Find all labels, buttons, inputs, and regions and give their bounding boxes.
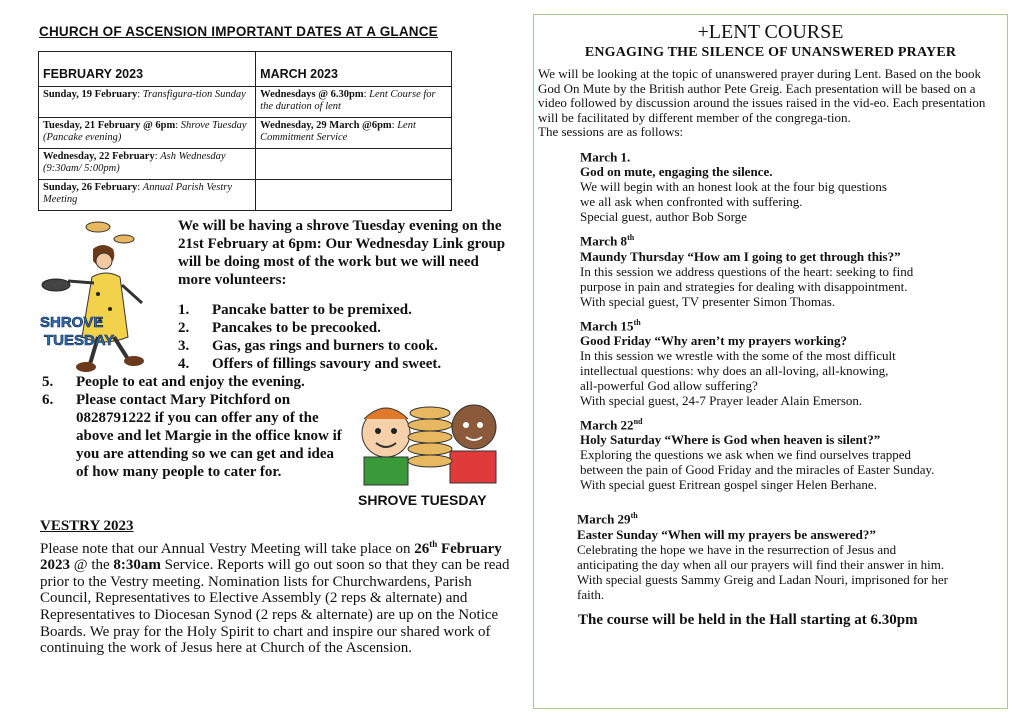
session-line: intellectual questions: why does an all-loving, all-knowing, xyxy=(580,362,889,378)
dates-row xyxy=(39,180,452,211)
list-item: 5. People to eat and enjoy the evening. xyxy=(42,374,305,390)
dates-cell: Tuesday, 21 February @ 6pm: Shrove Tuesday (Pancake evening) xyxy=(39,118,256,149)
list-item: 4. Offers of fillings savoury and sweet. xyxy=(178,356,442,372)
dates-title: CHURCH OF ASCENSION IMPORTANT DATES AT A GLANCE xyxy=(39,24,438,39)
vestry-text: Please note that our Annual Vestry Meeting will take place on 26th February 2023 @ the 8:30am Service. Reports will go out soon so that they can be read prior to the Vestry meeting. Nomination lists for Churchwardens, Parish Council, Representatives to Elective Assembly (2 reps & alternate) and Representatives to Diocesan Synod (2 reps & alternate) are up on the Notice Boards. We pray for the Holy Spirit to chart and inspire our shared work of continuing the work of Jesus here at Church of the Ascension. xyxy=(40,538,510,657)
session-line: Exploring the questions we ask when we find ourselves trapped xyxy=(580,447,912,463)
session-line: anticipating the day when all our prayers will find their answer in him. xyxy=(577,556,945,572)
march-header: MARCH 2023 xyxy=(256,52,452,87)
session-line: With special guest, TV presenter Simon Thomas. xyxy=(580,293,836,309)
dates-cell: Wednesday, 22 February: Ash Wednesday (9:30am/ 5:00pm) xyxy=(39,149,256,180)
dates-cell: Sunday, 26 February: Annual Parish Vestry Meeting xyxy=(39,180,256,211)
session-item xyxy=(580,230,990,308)
session-item xyxy=(580,315,990,408)
vestry-heading: VESTRY 2023 xyxy=(40,518,134,534)
session-line: all-powerful God allow suffering? xyxy=(580,377,758,393)
lent-course-panel xyxy=(533,14,1008,709)
sessions-list xyxy=(577,146,990,602)
session-date: March 22nd xyxy=(580,416,643,433)
session-line: With special guest, 24-7 Prayer leader Alain Emerson. xyxy=(580,392,863,408)
course-closing-note: The course will be held in the Hall starting at 6.30pm xyxy=(578,611,918,628)
volunteer-list-continued xyxy=(42,373,342,481)
session-topic: Maundy Thursday “How am I going to get through this?” xyxy=(580,248,901,264)
session-line: We will begin with an honest look at the four big questions xyxy=(580,179,887,195)
list-item: 2. Pancakes to be precooked. xyxy=(178,320,381,336)
session-line: faith. xyxy=(577,586,605,602)
session-line: With special guest Eritrean gospel singer Helen Berhane. xyxy=(580,477,877,493)
list-item: 1. Pancake batter to be premixed. xyxy=(178,302,412,318)
lent-intro: We will be looking at the topic of unanswered prayer during Lent. Based on the book God On Mute by the British author Pete Greig. Each presentation will be based on a video followed by discussion around the issues raised in the vid-eo. Each presentation will be facilitated by different member of the congrega-tion. The sessions are as follows: xyxy=(538,66,986,140)
session-item xyxy=(577,508,990,601)
dates-row xyxy=(39,118,452,149)
session-line: With special guests Sammy Greig and Ladan Nouri, imprisoned for her xyxy=(577,571,948,587)
vestry-section xyxy=(40,518,520,657)
dates-row xyxy=(39,149,452,180)
session-topic: Good Friday “Why aren’t my prayers working? xyxy=(580,332,847,348)
left-page xyxy=(36,20,526,507)
dates-row xyxy=(39,87,452,118)
dates-cell: Sunday, 19 February: Transfigura-tion Sunday xyxy=(39,87,256,118)
session-date: March 29th xyxy=(577,511,638,527)
session-date: March 1. xyxy=(580,149,631,165)
february-header: FEBRUARY 2023 xyxy=(39,52,256,87)
session-line: between the pain of Good Friday and the miracles of Easter Sunday. xyxy=(580,462,935,478)
session-topic: God on mute, engaging the silence. xyxy=(580,164,773,180)
session-topic: Easter Sunday “When will my prayers be answered?” xyxy=(577,526,876,542)
lent-course-title: +LENT COURSE xyxy=(697,21,844,43)
shrove-tuesday-caption: SHROVE TUESDAY xyxy=(358,492,487,508)
lent-course-subtitle: ENGAGING THE SILENCE OF UNANSWERED PRAYER xyxy=(584,45,957,60)
list-item: 3. Gas, gas rings and burners to cook. xyxy=(178,338,438,354)
dates-cell xyxy=(256,149,452,180)
volunteer-list xyxy=(178,301,508,373)
session-line: we all ask when confronted with suffering. xyxy=(580,194,803,210)
session-line: Special guest, author Bob Sorge xyxy=(580,209,747,225)
shrove-intro: We will be having a shrove Tuesday evening on the 21st February at 6pm: Our Wednesday Link group will be doing most of the work but we will need more volunteers: xyxy=(178,218,506,288)
dates-cell: Wednesdays @ 6.30pm: Lent Course for the duration of lent xyxy=(256,87,452,118)
shrove-logo-word-1: SHROVE xyxy=(40,314,104,331)
shrove-tuesday-section xyxy=(36,217,526,507)
dates-table xyxy=(38,51,452,211)
session-line: In this session we wrestle with the some of the most difficult xyxy=(580,347,896,363)
shrove-logo-word-2: TUESDAY xyxy=(44,332,115,349)
pancake-flipping-woman-illustration xyxy=(38,219,180,375)
session-item xyxy=(580,146,990,224)
dates-cell xyxy=(256,180,452,211)
kids-with-pancakes-illustration xyxy=(350,393,510,511)
session-line: purpose in pain and strategies for dealing with disappointment. xyxy=(580,278,908,294)
dates-cell: Wednesday, 29 March @6pm: Lent Commitment Service xyxy=(256,118,452,149)
session-item xyxy=(580,414,990,492)
session-date: March 8th xyxy=(580,233,635,249)
session-line: Celebrating the hope we have in the resurrection of Jesus and xyxy=(577,541,897,557)
list-item: 6. Please contact Mary Pitchford on 0828791222 if you can offer any of the above and let Margie in the office know if you are attending so we can get and idea of how many people to cater for. xyxy=(42,392,342,480)
session-topic: Holy Saturday “Where is God when heaven is silent?” xyxy=(580,432,881,448)
session-date: March 15th xyxy=(580,317,641,333)
session-line: In this session we address questions of the heart: seeking to find xyxy=(580,263,914,279)
